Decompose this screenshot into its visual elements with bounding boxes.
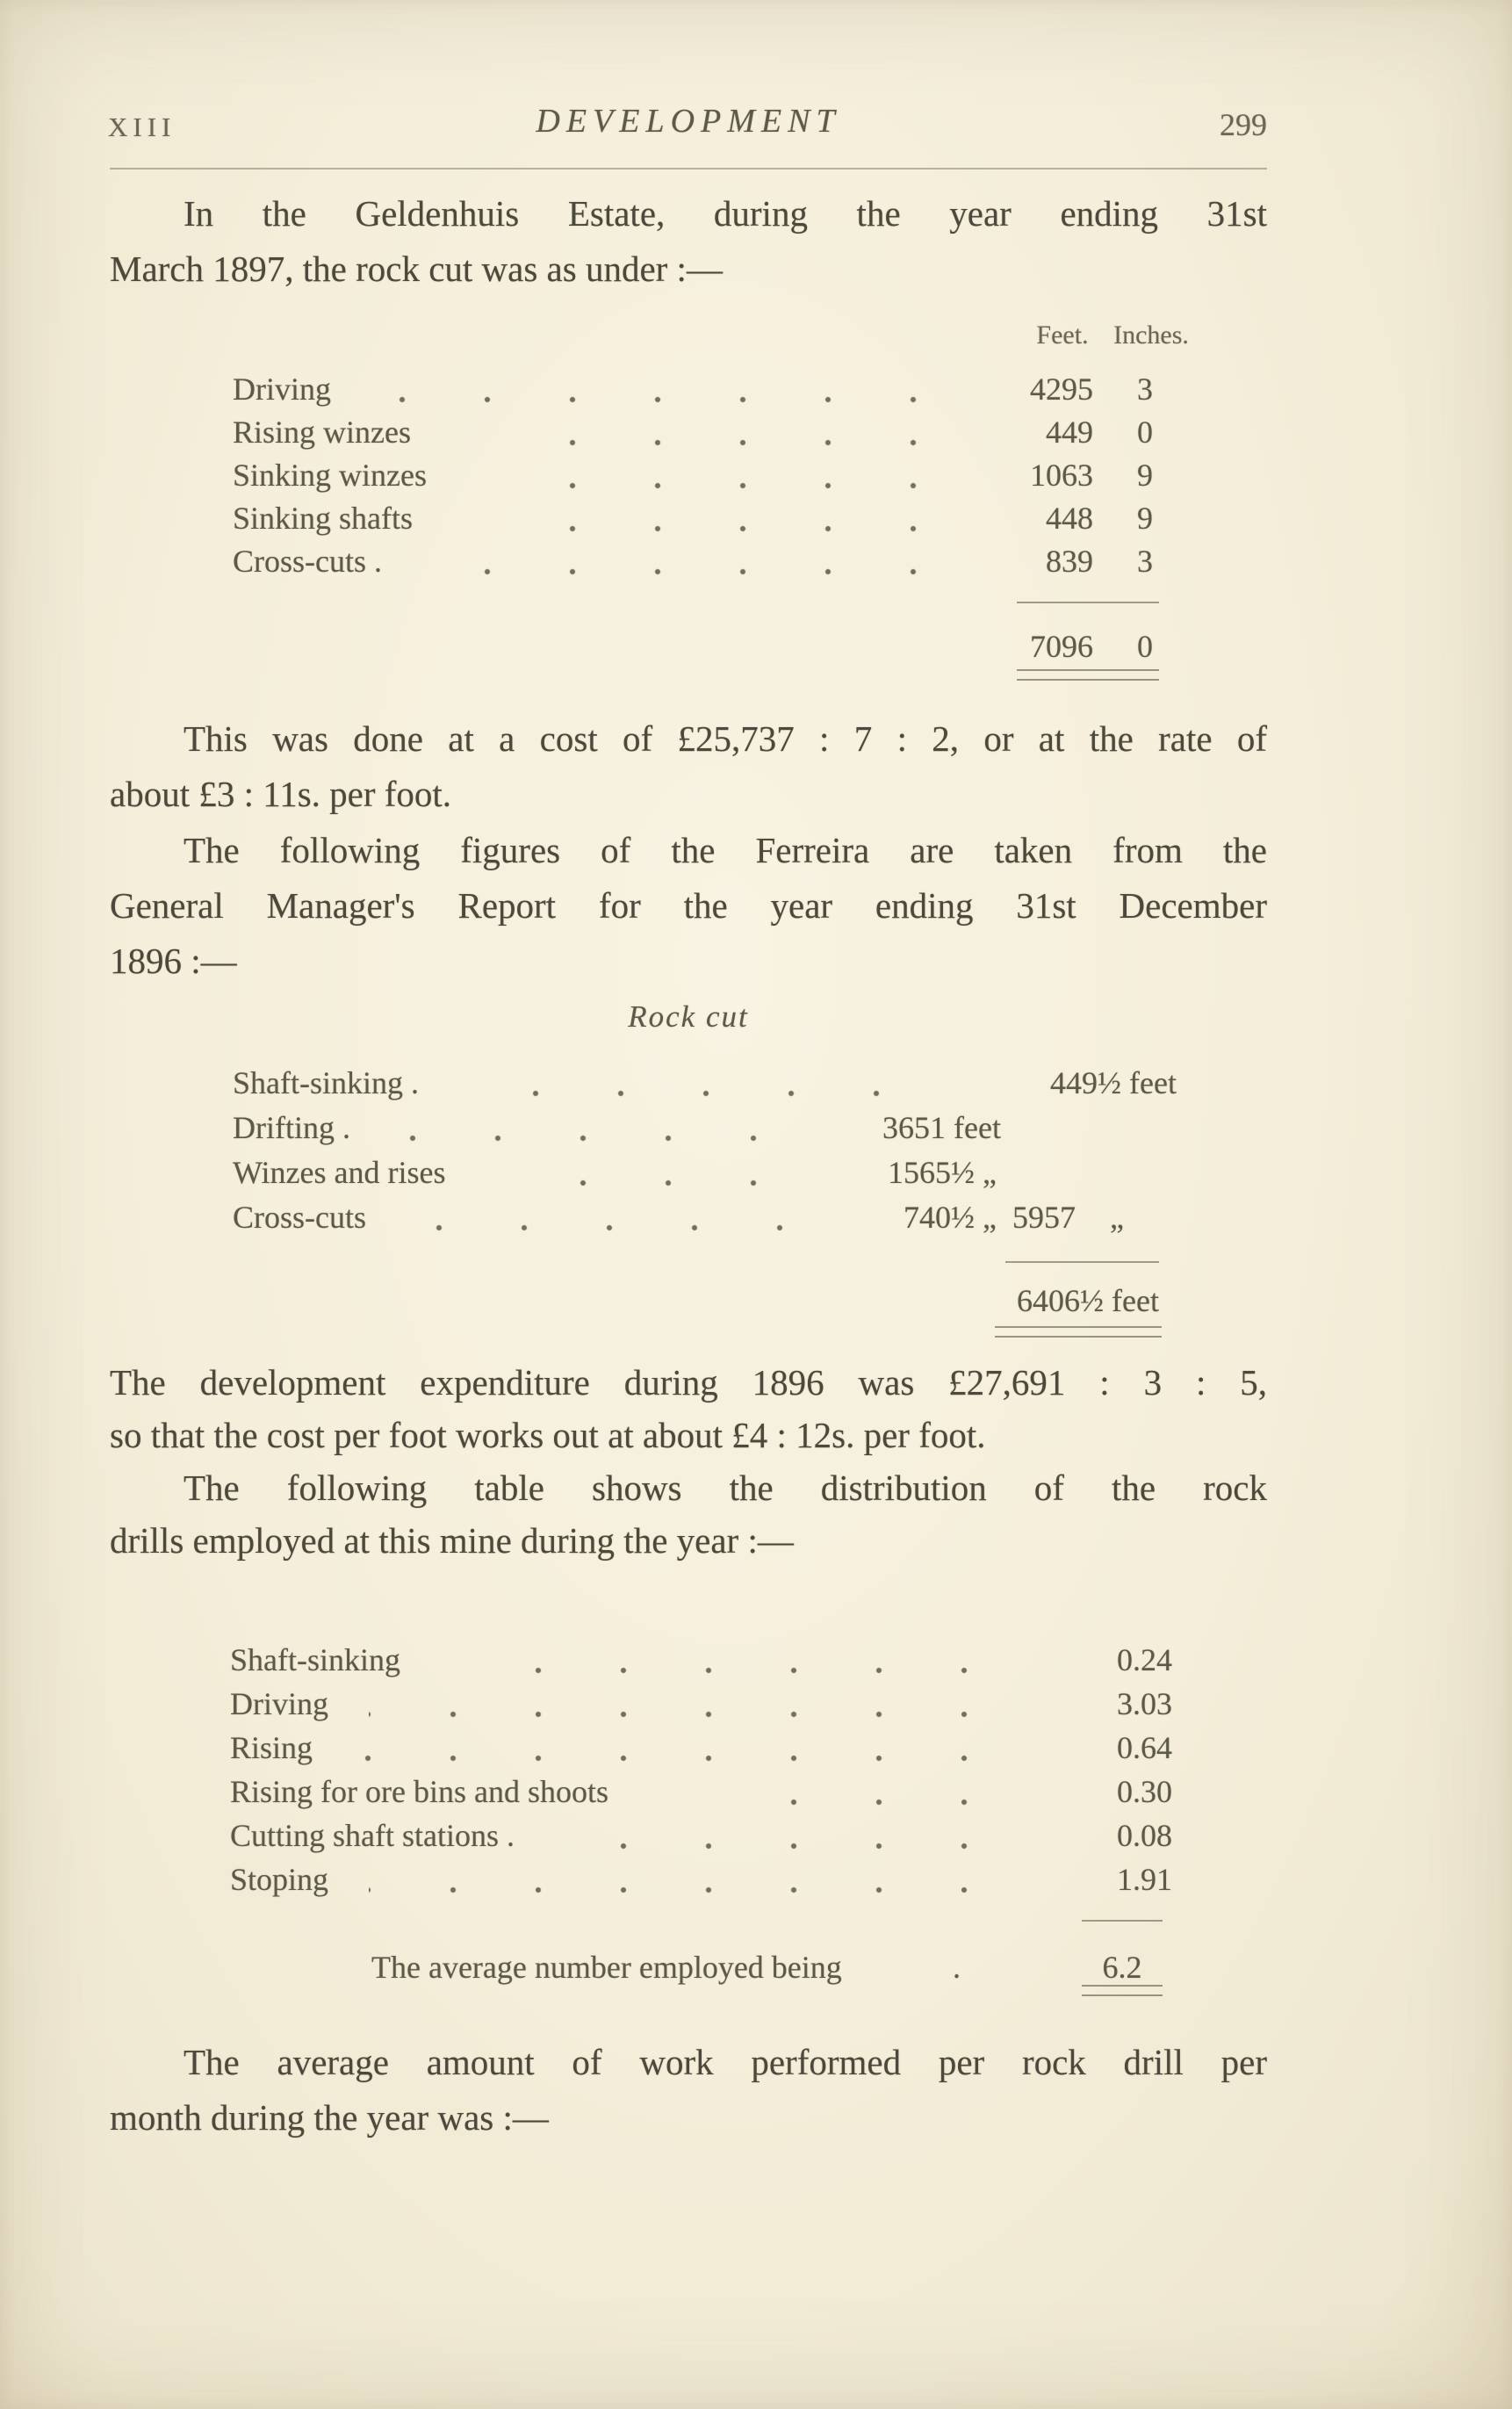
row-label: Rising winzes xyxy=(233,415,411,450)
feet-value: 4295 xyxy=(1030,371,1093,407)
table-row xyxy=(0,414,1512,458)
row-value: 449½ feet xyxy=(1050,1065,1177,1100)
row-label: Cross-cuts . xyxy=(233,544,382,579)
table-row xyxy=(0,1685,1512,1729)
text-line: This was done at a cost of £25,737 : 7 : 2, or at the rate of xyxy=(184,718,1267,759)
total-value: 6406½ feet xyxy=(1017,1283,1159,1318)
inches-value: 3 xyxy=(1137,371,1153,407)
total-inches: 0 xyxy=(1137,629,1153,664)
dot-leader xyxy=(342,1754,1045,1763)
total-rule xyxy=(1005,1261,1159,1263)
average-rule xyxy=(1082,1920,1163,1922)
paragraph xyxy=(110,2035,1267,2146)
paragraph xyxy=(110,711,1267,822)
dot-leader xyxy=(474,1089,957,1098)
average-value: 6.2 xyxy=(1102,1950,1142,1985)
row-value: 0.64 xyxy=(1117,1730,1172,1765)
row-label: Shaft-sinking xyxy=(230,1642,400,1677)
row-value: 0.08 xyxy=(1117,1818,1172,1853)
row-value: 0.24 xyxy=(1117,1642,1172,1677)
dot-leader xyxy=(492,438,994,447)
dot-leader xyxy=(615,1842,1045,1850)
table-row xyxy=(0,1861,1512,1905)
section-heading: Rock cut xyxy=(628,999,749,1034)
row-value: 1.91 xyxy=(1117,1862,1172,1897)
row-value: 3.03 xyxy=(1117,1686,1172,1721)
inches-value: 0 xyxy=(1137,415,1153,450)
running-title: DEVELOPMENT xyxy=(536,103,841,140)
chapter-numeral: XIII xyxy=(108,112,176,142)
row-label: Winzes and rises xyxy=(233,1155,446,1190)
total-double-rule xyxy=(995,1326,1162,1338)
dot-leader xyxy=(527,481,994,490)
dot-leader xyxy=(369,1710,1045,1719)
row-label: Driving xyxy=(233,371,331,407)
text-line: March 1897, the rock cut was as under :— xyxy=(110,249,723,289)
inches-value: 9 xyxy=(1137,458,1153,493)
column-header-inches: Inches. xyxy=(1113,321,1189,350)
table-row xyxy=(0,543,1512,587)
row-label: Stoping xyxy=(230,1862,329,1897)
text-line: The following figures of the Ferreira are taken from the xyxy=(184,830,1267,870)
row-label: Shaft-sinking . xyxy=(233,1065,419,1100)
paragraph xyxy=(110,1356,1267,1567)
table-row xyxy=(0,1641,1512,1685)
feet-value: 839 xyxy=(1046,544,1093,579)
table-row xyxy=(0,1109,1512,1153)
row-value: 740½ „ xyxy=(904,1200,997,1235)
text-line: about £3 : 11s. per foot. xyxy=(110,774,452,814)
paragraph xyxy=(110,186,1267,297)
dot-leader xyxy=(457,567,994,576)
column-header-feet: Feet. xyxy=(1036,321,1089,350)
total-feet: 7096 xyxy=(1030,629,1093,664)
text-line: In the Geldenhuis Estate, during the year ending 31st xyxy=(184,193,1267,234)
average-label: The average number employed being xyxy=(371,1950,842,1985)
feet-value: 449 xyxy=(1046,415,1093,450)
dot-leader xyxy=(738,1798,1045,1807)
paragraph xyxy=(110,823,1267,989)
table-row xyxy=(0,500,1512,544)
row-label: Cross-cuts xyxy=(233,1200,366,1235)
row-label: Rising for ore bins and shoots xyxy=(230,1774,608,1809)
text-line: month during the year was :— xyxy=(110,2097,549,2138)
inches-value: 9 xyxy=(1137,501,1153,536)
inches-value: 3 xyxy=(1137,544,1153,579)
dot-leader xyxy=(465,1666,1045,1675)
table-row xyxy=(0,1729,1512,1773)
row-subtotal: 5957 „ xyxy=(1012,1200,1124,1235)
text-line: The development expenditure during 1896 was £27,691 : 3 : 5, xyxy=(110,1362,1267,1403)
dot-leader xyxy=(369,1886,1045,1894)
text-line: The following table shows the distribution of the rock xyxy=(184,1468,1267,1508)
row-value: 3651 feet xyxy=(882,1110,1001,1145)
leader-dot: . xyxy=(953,1950,961,1985)
feet-value: 448 xyxy=(1046,501,1093,536)
row-label: Driving xyxy=(230,1686,328,1721)
row-label: Cutting shaft stations . xyxy=(230,1818,515,1853)
feet-value: 1063 xyxy=(1030,458,1093,493)
average-double-rule xyxy=(1082,1985,1163,1996)
table-row xyxy=(0,1773,1512,1817)
table-row xyxy=(0,1199,1512,1243)
text-line: The average amount of work performed per rock drill per xyxy=(184,2042,1267,2082)
text-line: 1896 :— xyxy=(110,941,237,981)
table-row xyxy=(0,457,1512,501)
total-row xyxy=(0,628,1512,672)
total-rule xyxy=(1017,602,1159,603)
row-value: 1565½ „ xyxy=(888,1155,997,1190)
dot-leader xyxy=(334,395,994,404)
dot-leader xyxy=(509,524,994,533)
table-row xyxy=(0,1064,1512,1108)
text-line: General Manager's Report for the year ending 31st December xyxy=(110,885,1267,926)
total-double-rule xyxy=(1017,669,1159,681)
text-line: drills employed at this mine during the year :— xyxy=(110,1520,794,1561)
page-number: 299 xyxy=(1220,107,1267,142)
row-value: 0.30 xyxy=(1117,1774,1172,1809)
row-label: Drifting . xyxy=(233,1110,350,1145)
table-row xyxy=(0,1817,1512,1861)
row-label: Sinking winzes xyxy=(233,458,427,493)
row-label: Rising xyxy=(230,1730,313,1765)
table-row xyxy=(0,371,1512,415)
average-row xyxy=(0,1949,1512,1993)
text-line: so that the cost per foot works out at about £4 : 12s. per foot. xyxy=(110,1415,986,1455)
row-label: Sinking shafts xyxy=(233,501,414,536)
table-row xyxy=(0,1154,1512,1198)
header-rule xyxy=(110,168,1267,169)
